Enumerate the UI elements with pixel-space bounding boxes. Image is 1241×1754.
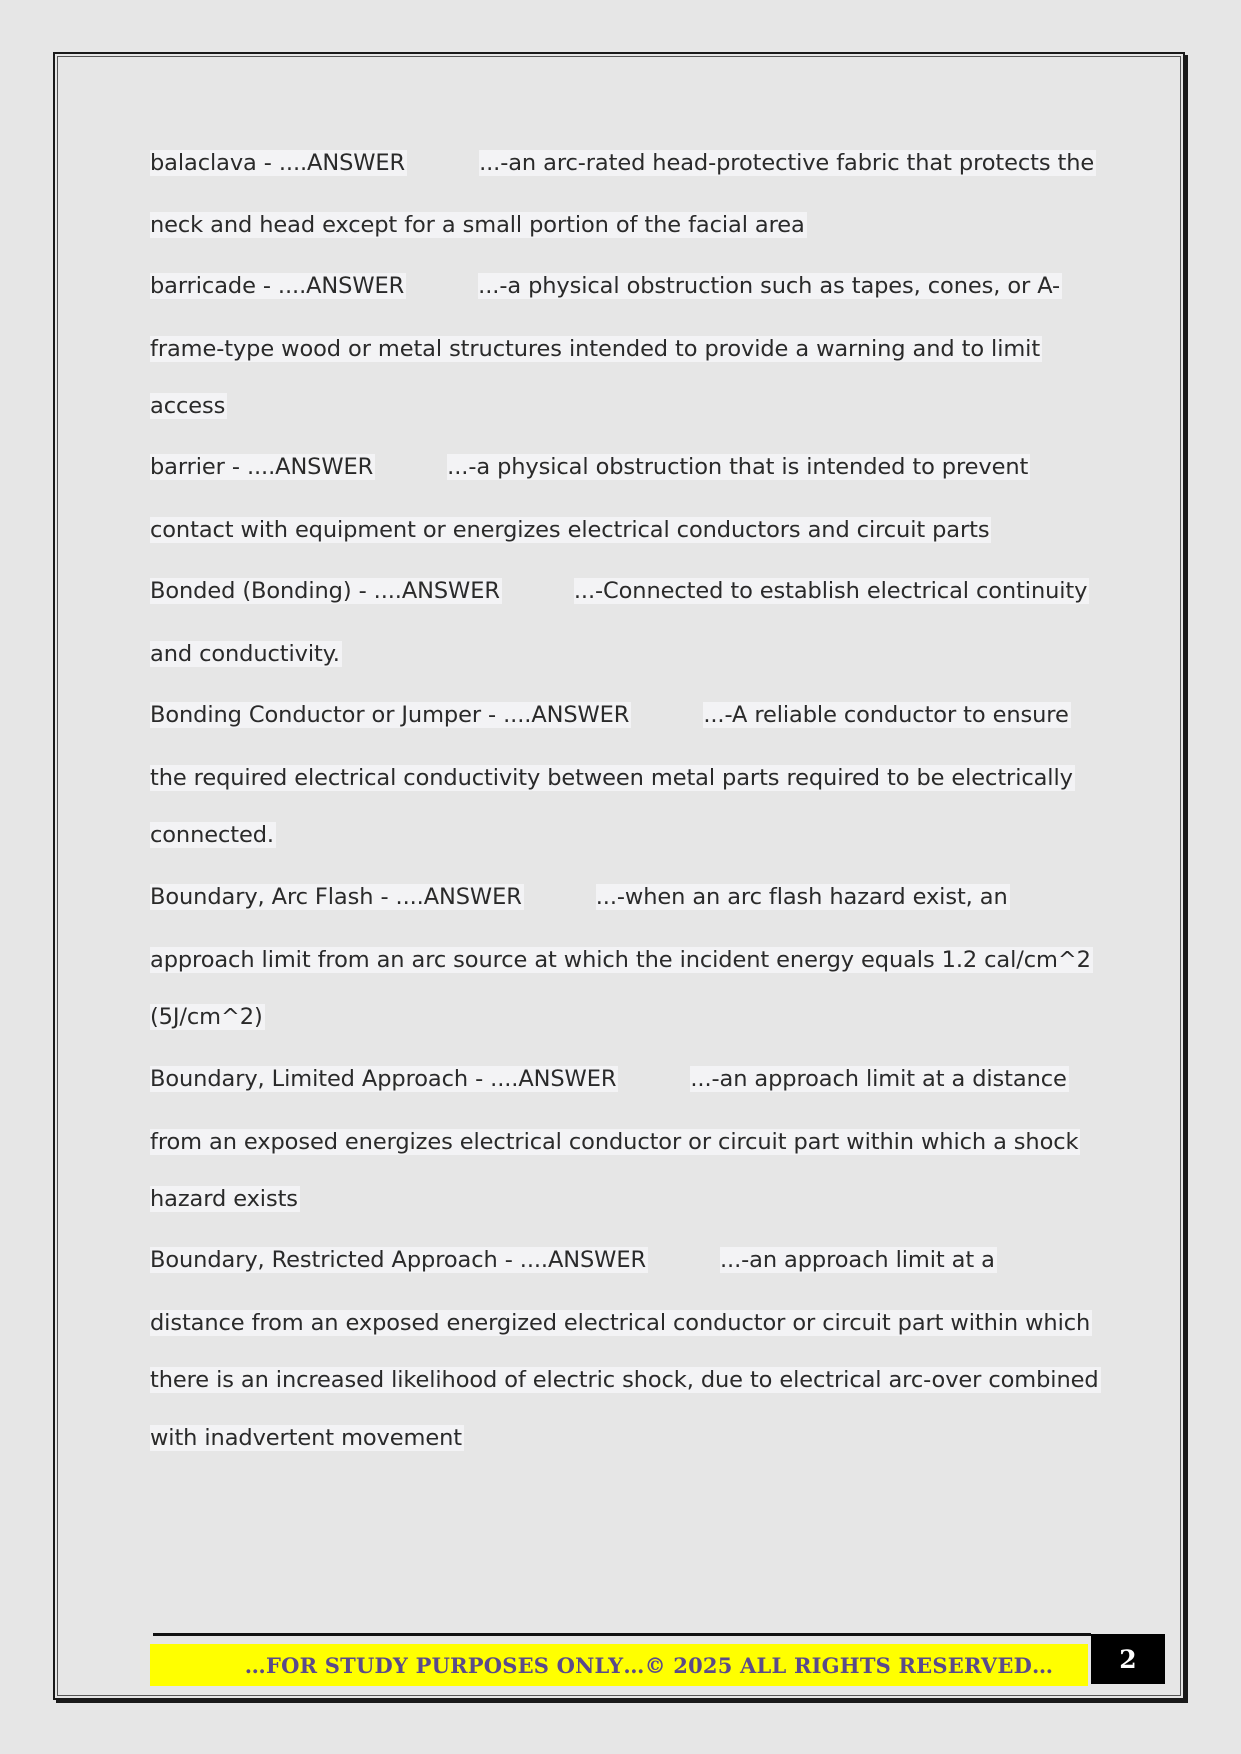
- entry-line: [150, 1126, 1080, 1159]
- entry-line: [150, 1307, 1092, 1340]
- entry-line: [150, 1001, 265, 1034]
- entry-line: [150, 1422, 464, 1455]
- entry-line: [150, 1364, 1101, 1397]
- entry-definition: frame-type wood or metal structures intended to provide a warning and to limit: [150, 336, 1041, 362]
- footer-rule: [153, 1633, 1091, 1636]
- entry-first-line: [150, 147, 1096, 180]
- entry-definition: there is an increased likelihood of electric shock, due to electrical arc-over combined: [150, 1367, 1099, 1393]
- entry-first-line: [150, 699, 1071, 732]
- entry-definition: the required electrical conductivity between metal parts required to be electrically: [150, 765, 1073, 791]
- entry-line: [150, 514, 991, 547]
- entry-definition: access: [150, 393, 226, 419]
- entry-definition: ...-an approach limit at a: [719, 1247, 995, 1273]
- entry-line: [150, 1183, 300, 1216]
- entry-line: [150, 390, 227, 423]
- entry-definition: hazard exists: [150, 1186, 298, 1212]
- entry-first-line: [150, 270, 1062, 303]
- entry-line: [150, 333, 1042, 366]
- entry-term: balaclava - ....ANSWER: [150, 150, 406, 176]
- entry-first-line: [150, 451, 1030, 484]
- entry-term: Boundary, Arc Flash - ....ANSWER: [150, 884, 522, 910]
- entry-term: Bonded (Bonding) - ....ANSWER: [150, 578, 500, 604]
- entry-definition: ...-an arc-rated head-protective fabric that protects the: [479, 150, 1095, 176]
- entry-definition: contact with equipment or energizes electrical conductors and circuit parts: [150, 517, 990, 543]
- entry-first-line: [150, 575, 1089, 608]
- entry-definition: ...-A reliable conductor to ensure: [703, 702, 1069, 728]
- entry-term: Boundary, Restricted Approach - ....ANSWER: [150, 1247, 646, 1273]
- entry-term: Bonding Conductor or Jumper - ....ANSWER: [150, 702, 630, 728]
- entry-term: barrier - ....ANSWER: [150, 454, 374, 480]
- footer-text: …FOR STUDY PURPOSES ONLY…© 2025 ALL RIGHTS RESERVED…: [244, 1652, 1054, 1678]
- entry-definition: approach limit from an arc source at which the incident energy equals 1.2 cal/cm^2: [150, 947, 1091, 973]
- page-number: 2: [1091, 1634, 1165, 1684]
- entry-first-line: [150, 1244, 997, 1277]
- entry-definition: ...-an approach limit at a distance: [690, 1066, 1067, 1092]
- entry-term: barricade - ....ANSWER: [150, 273, 405, 299]
- entry-term: Boundary, Limited Approach - ....ANSWER: [150, 1066, 617, 1092]
- entry-definition: distance from an exposed energized electrical conductor or circuit part within which: [150, 1310, 1091, 1336]
- entry-definition: neck and head except for a small portion of the facial area: [150, 212, 805, 238]
- footer-banner: [150, 1644, 1088, 1686]
- entry-definition: ...-when an arc flash hazard exist, an: [595, 884, 1008, 910]
- entry-line: [150, 944, 1093, 977]
- entry-definition: ...-a physical obstruction that is intended to prevent: [447, 454, 1029, 480]
- entry-first-line: [150, 1063, 1069, 1096]
- entry-definition: ...-a physical obstruction such as tapes, cones, or A-: [478, 273, 1061, 299]
- entry-definition: from an exposed energizes electrical conductor or circuit part within which a shock: [150, 1129, 1079, 1155]
- entry-definition: and conductivity.: [150, 641, 340, 667]
- entry-line: [150, 762, 1075, 795]
- entry-line: [150, 209, 807, 242]
- entry-definition: connected.: [150, 822, 274, 848]
- entry-first-line: [150, 881, 1010, 914]
- entry-definition: with inadvertent movement: [150, 1425, 462, 1451]
- entry-line: [150, 819, 276, 852]
- entry-definition: ...-Connected to establish electrical continuity: [573, 578, 1088, 604]
- entry-definition: (5J/cm^2): [150, 1004, 263, 1030]
- entry-line: [150, 638, 342, 671]
